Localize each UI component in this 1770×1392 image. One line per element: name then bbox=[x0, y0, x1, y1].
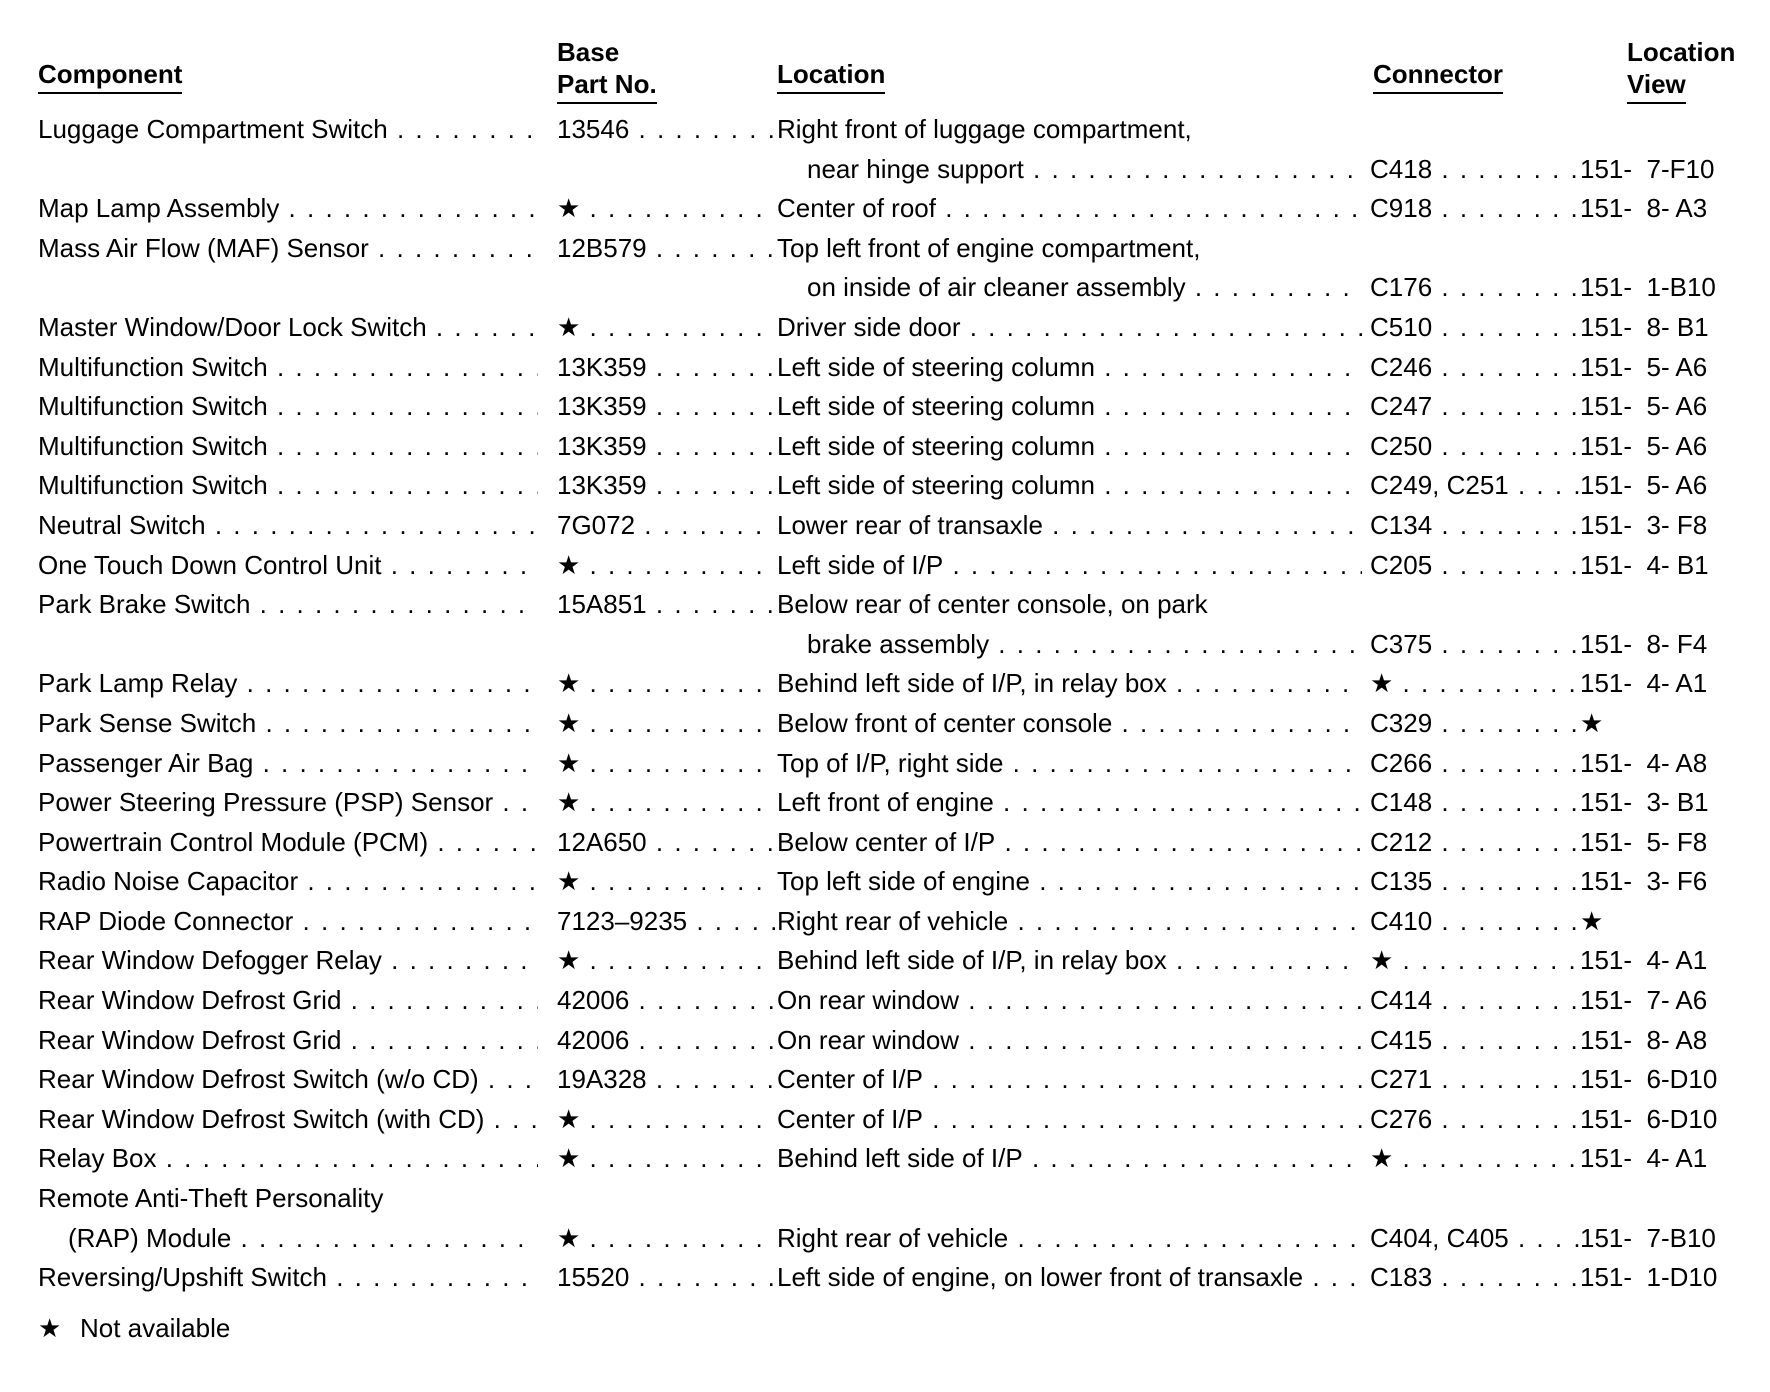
table-row bbox=[0, 110, 1770, 150]
part-number-cell: 12B579 . . . bbox=[557, 229, 775, 269]
footnote bbox=[38, 1310, 230, 1346]
connector-cell: C135 . . . bbox=[1370, 862, 1582, 902]
header-connector bbox=[1373, 58, 1503, 94]
component-cell: Neutral Switch . . . bbox=[38, 506, 538, 546]
component-cell: Multifunction Switch . . . bbox=[38, 387, 538, 427]
connector-cell: C276 . . . bbox=[1370, 1100, 1582, 1140]
component-cell: Multifunction Switch . . . bbox=[38, 348, 538, 388]
table-row bbox=[0, 902, 1770, 942]
parts-table bbox=[0, 110, 1770, 1298]
location-view-cell: 151- 4- A1 bbox=[1580, 945, 1708, 976]
component-cell: Multifunction Switch . . . bbox=[38, 466, 538, 506]
header-base-part-line2: Part No. bbox=[557, 68, 657, 104]
part-number-cell: 15520 . . . bbox=[557, 1258, 775, 1298]
component-cell: Relay Box . . . bbox=[38, 1139, 538, 1179]
location-cell: Right rear of vehicle . . . bbox=[777, 902, 1362, 942]
connector-cell: C250 . . . bbox=[1370, 427, 1582, 467]
connector-cell: C247 . . . bbox=[1370, 387, 1582, 427]
connector-cell: ★ . . . bbox=[1370, 1139, 1582, 1179]
table-row bbox=[0, 1139, 1770, 1179]
location-cell: brake assembly . . . bbox=[807, 625, 1362, 665]
location-view-cell: 151- 8- A8 bbox=[1580, 1024, 1708, 1055]
component-cell: Passenger Air Bag . . . bbox=[38, 744, 538, 784]
part-number-cell: 13K359 . . . bbox=[557, 348, 775, 388]
location-view-cell: 151- 5- A6 bbox=[1580, 470, 1708, 501]
part-number-cell: ★ . . . bbox=[557, 1100, 775, 1140]
component-cell: RAP Diode Connector . . . bbox=[38, 902, 538, 942]
table-row bbox=[0, 1100, 1770, 1140]
part-number-cell: 13K359 . . . bbox=[557, 427, 775, 467]
header-connector-label: Connector bbox=[1373, 58, 1503, 94]
part-number-cell: 7G072 . . . bbox=[557, 506, 775, 546]
table-row bbox=[0, 189, 1770, 229]
location-view-cell: 151- 8- F4 bbox=[1580, 628, 1708, 659]
connector-cell: ★ . . . bbox=[1370, 664, 1582, 704]
header-base-part bbox=[557, 36, 657, 104]
location-cell: Left side of I/P . . . bbox=[777, 546, 1362, 586]
header-location-label: Location bbox=[777, 58, 885, 94]
table-row bbox=[0, 308, 1770, 348]
part-number-cell: ★ . . . bbox=[557, 308, 775, 348]
location-cell: On rear window . . . bbox=[777, 981, 1362, 1021]
connector-cell: C205 . . . bbox=[1370, 546, 1582, 586]
component-cell: Map Lamp Assembly . . . bbox=[38, 189, 538, 229]
header-location-view-line2: View bbox=[1627, 68, 1686, 104]
table-row bbox=[0, 1021, 1770, 1061]
location-cell: Top left front of engine compartment, bbox=[777, 232, 1201, 263]
part-number-cell: ★ . . . bbox=[557, 941, 775, 981]
table-row bbox=[0, 348, 1770, 388]
connector-cell: C375 . . . bbox=[1370, 625, 1582, 665]
table-row bbox=[0, 823, 1770, 863]
location-cell: Below center of I/P . . . bbox=[777, 823, 1362, 863]
component-cell: Park Brake Switch . . . bbox=[38, 585, 538, 625]
component-cell: Remote Anti-Theft Personality bbox=[38, 1183, 384, 1214]
connector-cell: C134 . . . bbox=[1370, 506, 1582, 546]
table-row bbox=[0, 1219, 1770, 1259]
part-number-cell: 13K359 . . . bbox=[557, 387, 775, 427]
table-row bbox=[0, 150, 1770, 190]
connector-cell: C918 . . . bbox=[1370, 189, 1582, 229]
location-view-cell: 151- 6-D10 bbox=[1580, 1064, 1718, 1095]
component-cell: Rear Window Defogger Relay . . . bbox=[38, 941, 538, 981]
location-cell: Lower rear of transaxle . . . bbox=[777, 506, 1362, 546]
header-location-view bbox=[1627, 36, 1735, 104]
connector-cell: ★ . . . bbox=[1370, 941, 1582, 981]
table-row bbox=[0, 941, 1770, 981]
location-cell: near hinge support . . . bbox=[807, 150, 1362, 190]
component-cell: Reversing/Upshift Switch . . . bbox=[38, 1258, 538, 1298]
component-cell: Powertrain Control Module (PCM) . . . bbox=[38, 823, 538, 863]
location-view-cell: 151- 5- A6 bbox=[1580, 391, 1708, 422]
location-view-cell: 151- 3- F6 bbox=[1580, 866, 1708, 897]
connector-cell: C212 . . . bbox=[1370, 823, 1582, 863]
part-number-cell: ★ . . . bbox=[557, 783, 775, 823]
location-cell: Left side of steering column . . . bbox=[777, 427, 1362, 467]
location-view-cell: 151- 8- B1 bbox=[1580, 311, 1709, 342]
component-cell: Master Window/Door Lock Switch . . . bbox=[38, 308, 538, 348]
part-number-cell: 13K359 . . . bbox=[557, 466, 775, 506]
part-number-cell: ★ . . . bbox=[557, 1139, 775, 1179]
table-row bbox=[0, 625, 1770, 665]
location-cell: Top left side of engine . . . bbox=[777, 862, 1362, 902]
connector-cell: C329 . . . bbox=[1370, 704, 1582, 744]
connector-cell: C183 . . . bbox=[1370, 1258, 1582, 1298]
location-cell: On rear window . . . bbox=[777, 1021, 1362, 1061]
component-cell: Luggage Compartment Switch . . . bbox=[38, 110, 538, 150]
location-cell: Center of I/P . . . bbox=[777, 1100, 1362, 1140]
location-view-cell: 151- 4- A1 bbox=[1580, 1143, 1708, 1174]
location-cell: Behind left side of I/P . . . bbox=[777, 1139, 1362, 1179]
part-number-cell: ★ . . . bbox=[557, 189, 775, 229]
location-view-cell: 151- 3- F8 bbox=[1580, 509, 1708, 540]
component-cell: Mass Air Flow (MAF) Sensor . . . bbox=[38, 229, 538, 269]
component-cell: One Touch Down Control Unit . . . bbox=[38, 546, 538, 586]
part-number-cell: 42006 . . . bbox=[557, 981, 775, 1021]
part-number-cell: ★ . . . bbox=[557, 704, 775, 744]
component-cell: Rear Window Defrost Grid . . . bbox=[38, 981, 538, 1021]
header-base-part-line1: Base bbox=[557, 37, 620, 67]
location-cell: Behind left side of I/P, in relay box . . . bbox=[777, 664, 1362, 704]
location-view-cell: 151- 7- A6 bbox=[1580, 985, 1708, 1016]
connector-cell: C418 . . . bbox=[1370, 150, 1582, 190]
connector-cell: C410 . . . bbox=[1370, 902, 1582, 942]
connector-cell: C176 . . . bbox=[1370, 268, 1582, 308]
table-row bbox=[0, 981, 1770, 1021]
location-view-cell: 151- 5- F8 bbox=[1580, 826, 1708, 857]
part-number-cell: 13546 . . . bbox=[557, 110, 775, 150]
location-cell: Center of roof . . . bbox=[777, 189, 1362, 229]
location-view-cell: 151- 5- A6 bbox=[1580, 430, 1708, 461]
component-cell: Multifunction Switch . . . bbox=[38, 427, 538, 467]
location-cell: Right rear of vehicle . . . bbox=[777, 1219, 1362, 1259]
location-cell: Below rear of center console, on park bbox=[777, 589, 1208, 620]
location-cell: Left side of steering column . . . bbox=[777, 387, 1362, 427]
table-row bbox=[0, 268, 1770, 308]
location-view-cell: 151- 4- B1 bbox=[1580, 549, 1709, 580]
connector-cell: C246 . . . bbox=[1370, 348, 1582, 388]
component-cell: Rear Window Defrost Grid . . . bbox=[38, 1021, 538, 1061]
table-row bbox=[0, 1258, 1770, 1298]
location-cell: Right front of luggage compartment, bbox=[777, 114, 1192, 144]
footnote-text: Not available bbox=[80, 1313, 231, 1343]
part-number-cell: 12A650 . . . bbox=[557, 823, 775, 863]
table-row bbox=[0, 783, 1770, 823]
location-view-cell: 151- 1-B10 bbox=[1580, 272, 1716, 303]
part-number-cell: ★ . . . bbox=[557, 1219, 775, 1259]
connector-cell: C271 . . . bbox=[1370, 1060, 1582, 1100]
connector-cell: C249, C251 . . . bbox=[1370, 466, 1582, 506]
connector-cell: C404, C405 . . . bbox=[1370, 1219, 1582, 1259]
component-cell: Power Steering Pressure (PSP) Sensor . . . bbox=[38, 783, 538, 823]
location-view-cell: 151- 3- B1 bbox=[1580, 787, 1709, 818]
connector-cell: C510 . . . bbox=[1370, 308, 1582, 348]
location-cell: Left side of steering column . . . bbox=[777, 348, 1362, 388]
component-cell: Park Lamp Relay . . . bbox=[38, 664, 538, 704]
location-cell: Left front of engine . . . bbox=[777, 783, 1362, 823]
table-row bbox=[0, 704, 1770, 744]
table-row bbox=[0, 585, 1770, 625]
component-cell: Radio Noise Capacitor . . . bbox=[38, 862, 538, 902]
part-number-cell: 42006 . . . bbox=[557, 1021, 775, 1061]
location-view-cell: 151- 7-F10 bbox=[1580, 153, 1715, 184]
table-row bbox=[0, 664, 1770, 704]
table-row bbox=[0, 546, 1770, 586]
location-view-cell: 151- 5- A6 bbox=[1580, 351, 1708, 382]
connector-cell: C148 . . . bbox=[1370, 783, 1582, 823]
part-number-cell: ★ . . . bbox=[557, 664, 775, 704]
table-row bbox=[0, 1179, 1770, 1219]
table-row bbox=[0, 466, 1770, 506]
table-row bbox=[0, 387, 1770, 427]
part-number-cell: 7123–9235 . . . bbox=[557, 902, 775, 942]
location-view-cell: 151- 7-B10 bbox=[1580, 1222, 1716, 1253]
location-cell: Center of I/P . . . bbox=[777, 1060, 1362, 1100]
location-cell: Behind left side of I/P, in relay box . . . bbox=[777, 941, 1362, 981]
connector-cell: C415 . . . bbox=[1370, 1021, 1582, 1061]
part-number-cell: ★ . . . bbox=[557, 744, 775, 784]
location-cell: Top of I/P, right side . . . bbox=[777, 744, 1362, 784]
location-cell: on inside of air cleaner assembly . . . bbox=[807, 268, 1362, 308]
location-cell: Below front of center console . . . bbox=[777, 704, 1362, 744]
component-cell: Park Sense Switch . . . bbox=[38, 704, 538, 744]
location-view-cell: 151- 1-D10 bbox=[1580, 1262, 1718, 1293]
header-location-view-line1: Location bbox=[1627, 37, 1736, 67]
header-component bbox=[38, 58, 182, 94]
location-view-cell: 151- 6-D10 bbox=[1580, 1103, 1718, 1134]
table-row bbox=[0, 229, 1770, 269]
component-cell: Rear Window Defrost Switch (with CD) . . . bbox=[38, 1100, 538, 1140]
footnote-star-icon: ★ bbox=[38, 1313, 62, 1343]
connector-cell: C266 . . . bbox=[1370, 744, 1582, 784]
location-view-cell: 151- 4- A8 bbox=[1580, 747, 1708, 778]
location-view-cell: ★ bbox=[1580, 707, 1604, 738]
part-number-cell: 15A851 . . . bbox=[557, 585, 775, 625]
part-number-cell: 19A328 . . . bbox=[557, 1060, 775, 1100]
component-cell: (RAP) Module . . . bbox=[68, 1219, 538, 1259]
component-cell: Rear Window Defrost Switch (w/o CD) . . . bbox=[38, 1060, 538, 1100]
location-cell: Left side of steering column . . . bbox=[777, 466, 1362, 506]
location-view-cell: ★ bbox=[1580, 905, 1604, 936]
connector-cell: C414 . . . bbox=[1370, 981, 1582, 1021]
location-cell: Driver side door . . . bbox=[777, 308, 1362, 348]
table-row bbox=[0, 1060, 1770, 1100]
header-location bbox=[777, 58, 885, 94]
table-row bbox=[0, 862, 1770, 902]
table-row bbox=[0, 427, 1770, 467]
table-row bbox=[0, 506, 1770, 546]
location-cell: Left side of engine, on lower front of transaxle . . . bbox=[777, 1258, 1362, 1298]
location-view-cell: 151- 8- A3 bbox=[1580, 193, 1708, 224]
part-number-cell: ★ . . . bbox=[557, 862, 775, 902]
table-row bbox=[0, 744, 1770, 784]
part-number-cell: ★ . . . bbox=[557, 546, 775, 586]
location-view-cell: 151- 4- A1 bbox=[1580, 668, 1708, 699]
header-component-label: Component bbox=[38, 58, 182, 94]
